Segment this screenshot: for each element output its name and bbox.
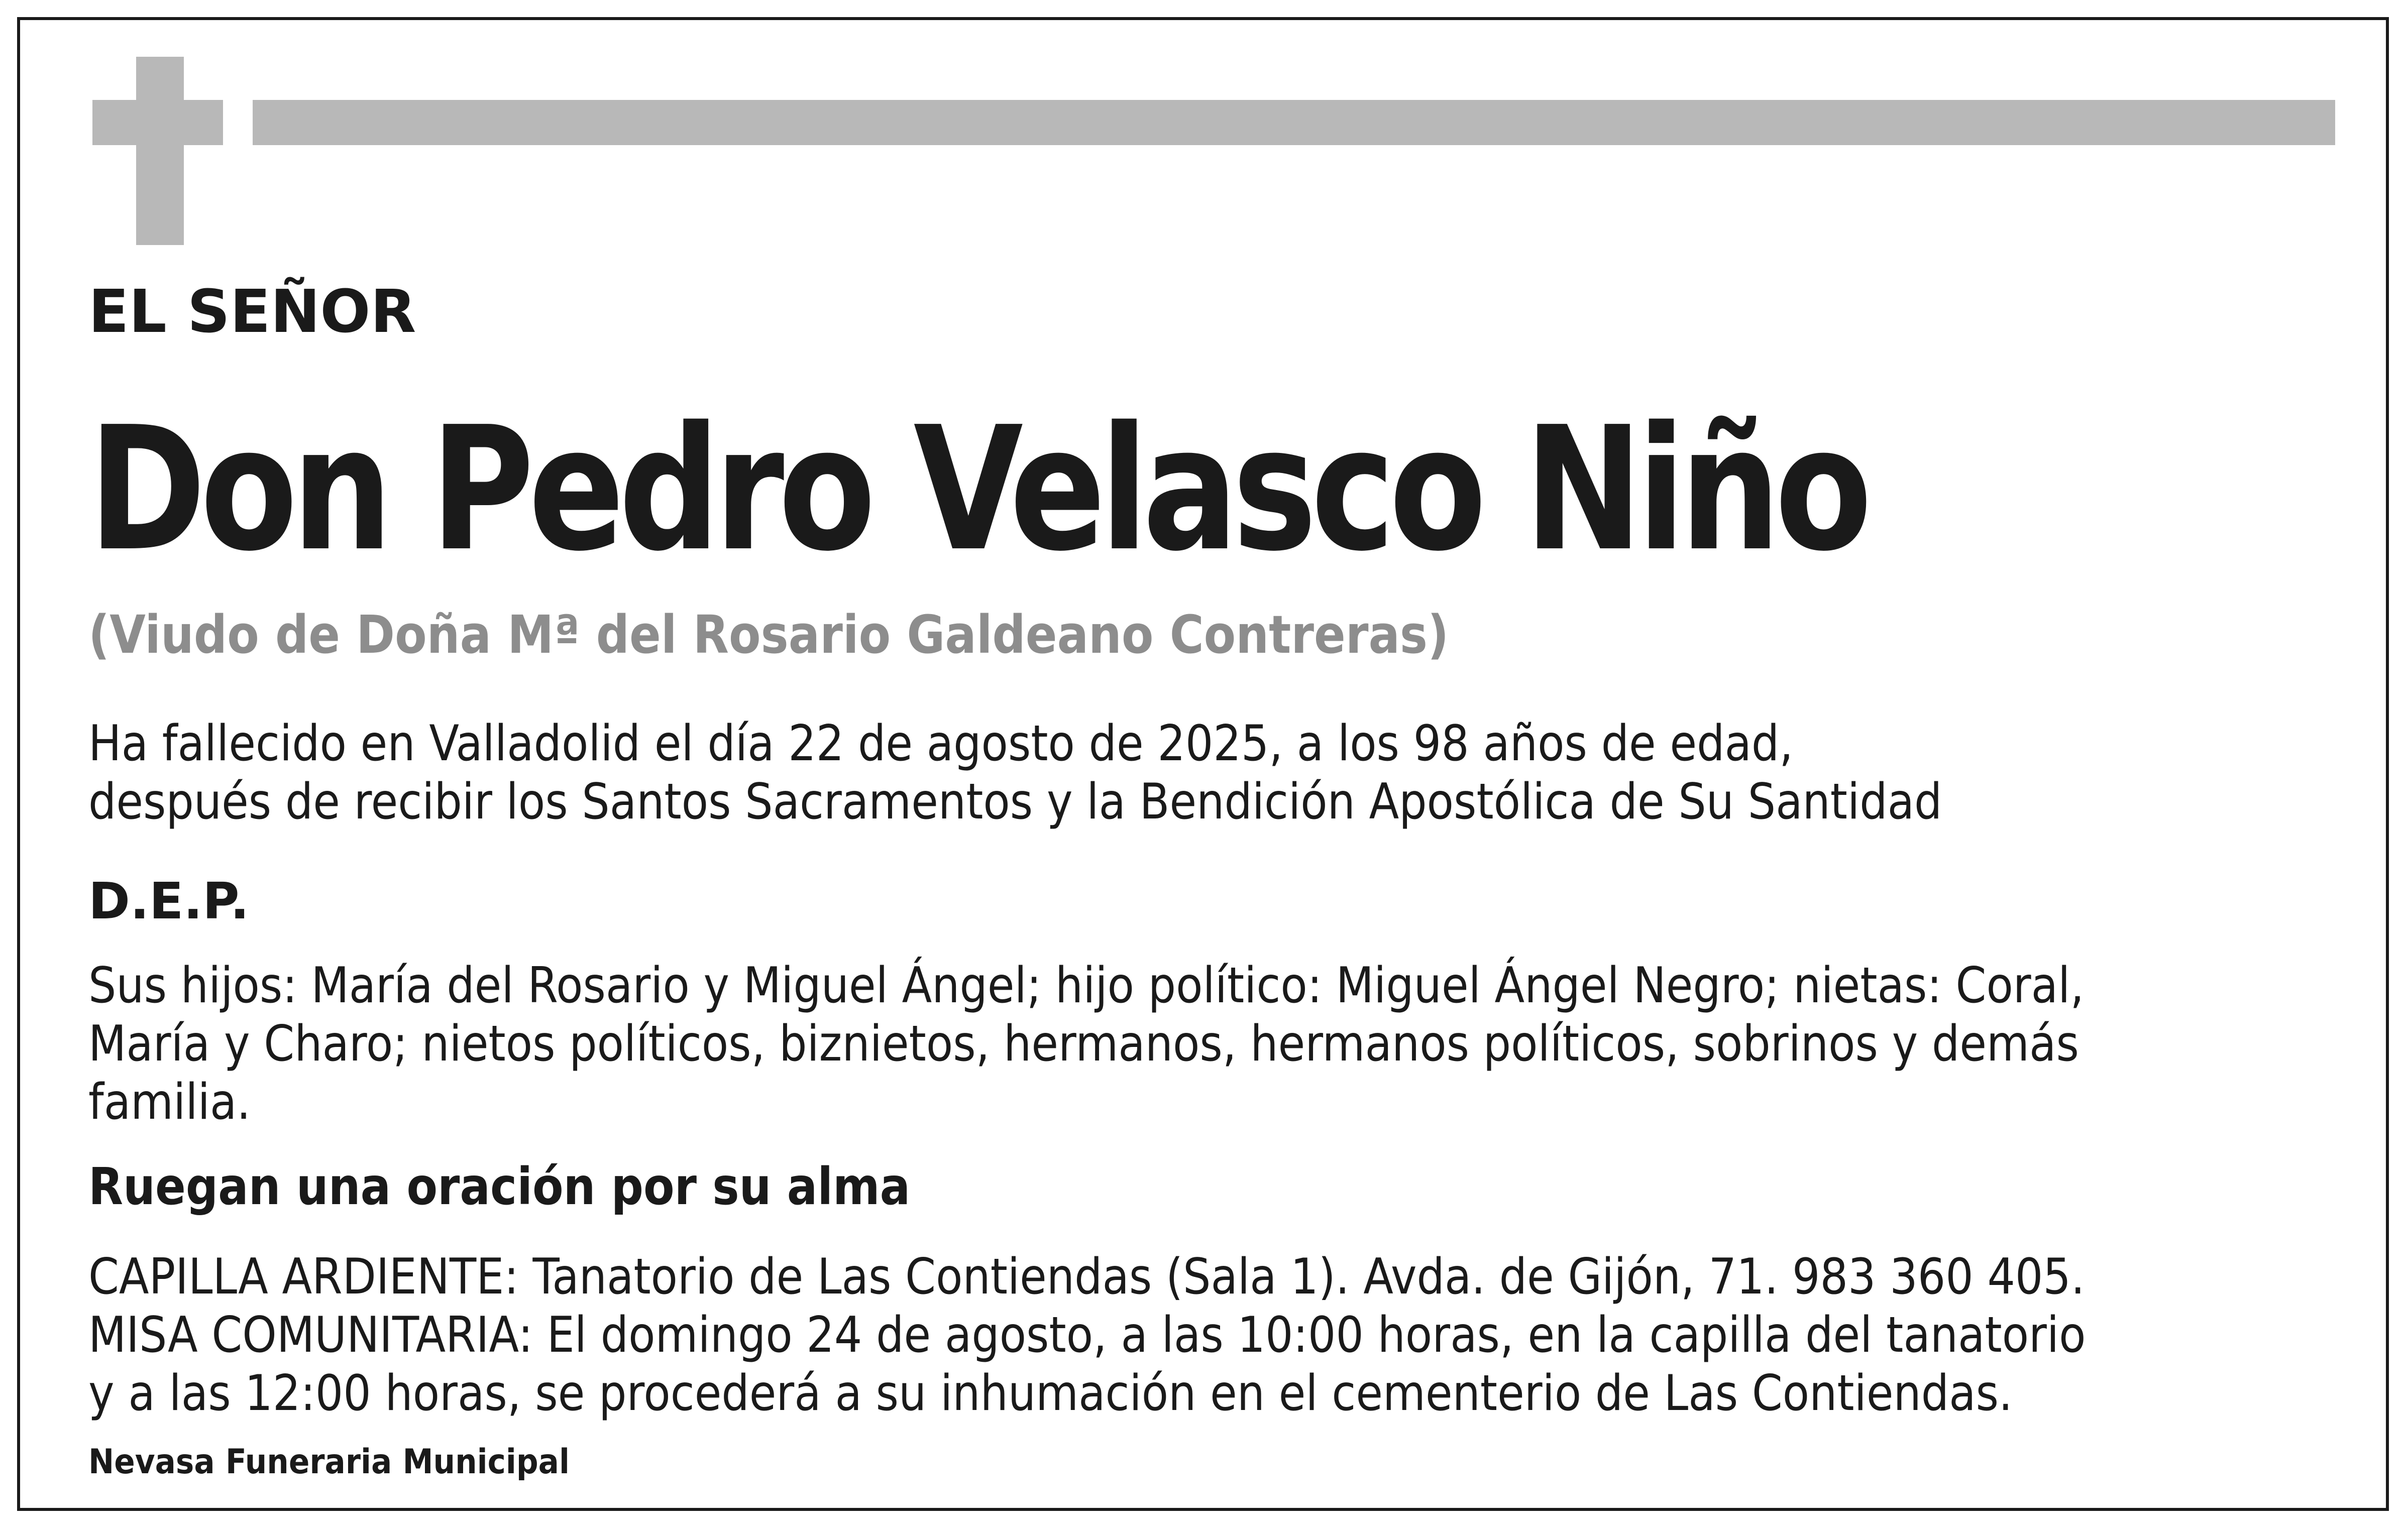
cross-icon-crossbar [92, 100, 223, 145]
family-line: María y Charo; nietos políticos, biznietos, hermanos, hermanos políticos, sobrinos y demás [88, 1015, 2079, 1073]
death-line: después de recibir los Santos Sacramentos y la Bendición Apostólica de Su Santidad [88, 773, 1942, 831]
widow-note: (Viudo de Doña Mª del Rosario Galdeano Contreras) [88, 604, 1449, 665]
death-line: Ha fallecido en Valladolid el día 22 de agosto de 2025, a los 98 años de edad, [88, 715, 1794, 772]
service-line: y a las 12:00 horas, se procederá a su inhumación en el cementerio de Las Contiendas. [88, 1365, 2013, 1422]
rip-abbreviation: D.E.P. [88, 872, 250, 930]
death-announcement [88, 715, 1942, 831]
family-line: familia. [88, 1074, 251, 1131]
deceased-name: Don Pedro Velasco Niño [88, 390, 1867, 589]
cross-icon [136, 57, 184, 245]
service-line: MISA COMUNITARIA: El domingo 24 de agosto, a las 10:00 horas, en la capilla del tanatorio [88, 1307, 2086, 1364]
service-line: CAPILLA ARDIENTE: Tanatorio de Las Contiendas (Sala 1). Avda. de Gijón, 71. 983 360 405. [88, 1248, 2085, 1306]
family-line: Sus hijos: María del Rosario y Miguel Ángel; hijo político: Miguel Ángel Negro; nietas: Coral, [88, 957, 2085, 1014]
funeral-home-name: Nevasa Funeraria Municipal [88, 1442, 570, 1482]
prayer-request: Ruegan una oración por su alma [88, 1157, 911, 1217]
honorific: EL SEÑOR [88, 277, 416, 346]
header-bar [253, 100, 2335, 145]
family-list [88, 957, 2084, 1131]
service-details [88, 1248, 2086, 1423]
